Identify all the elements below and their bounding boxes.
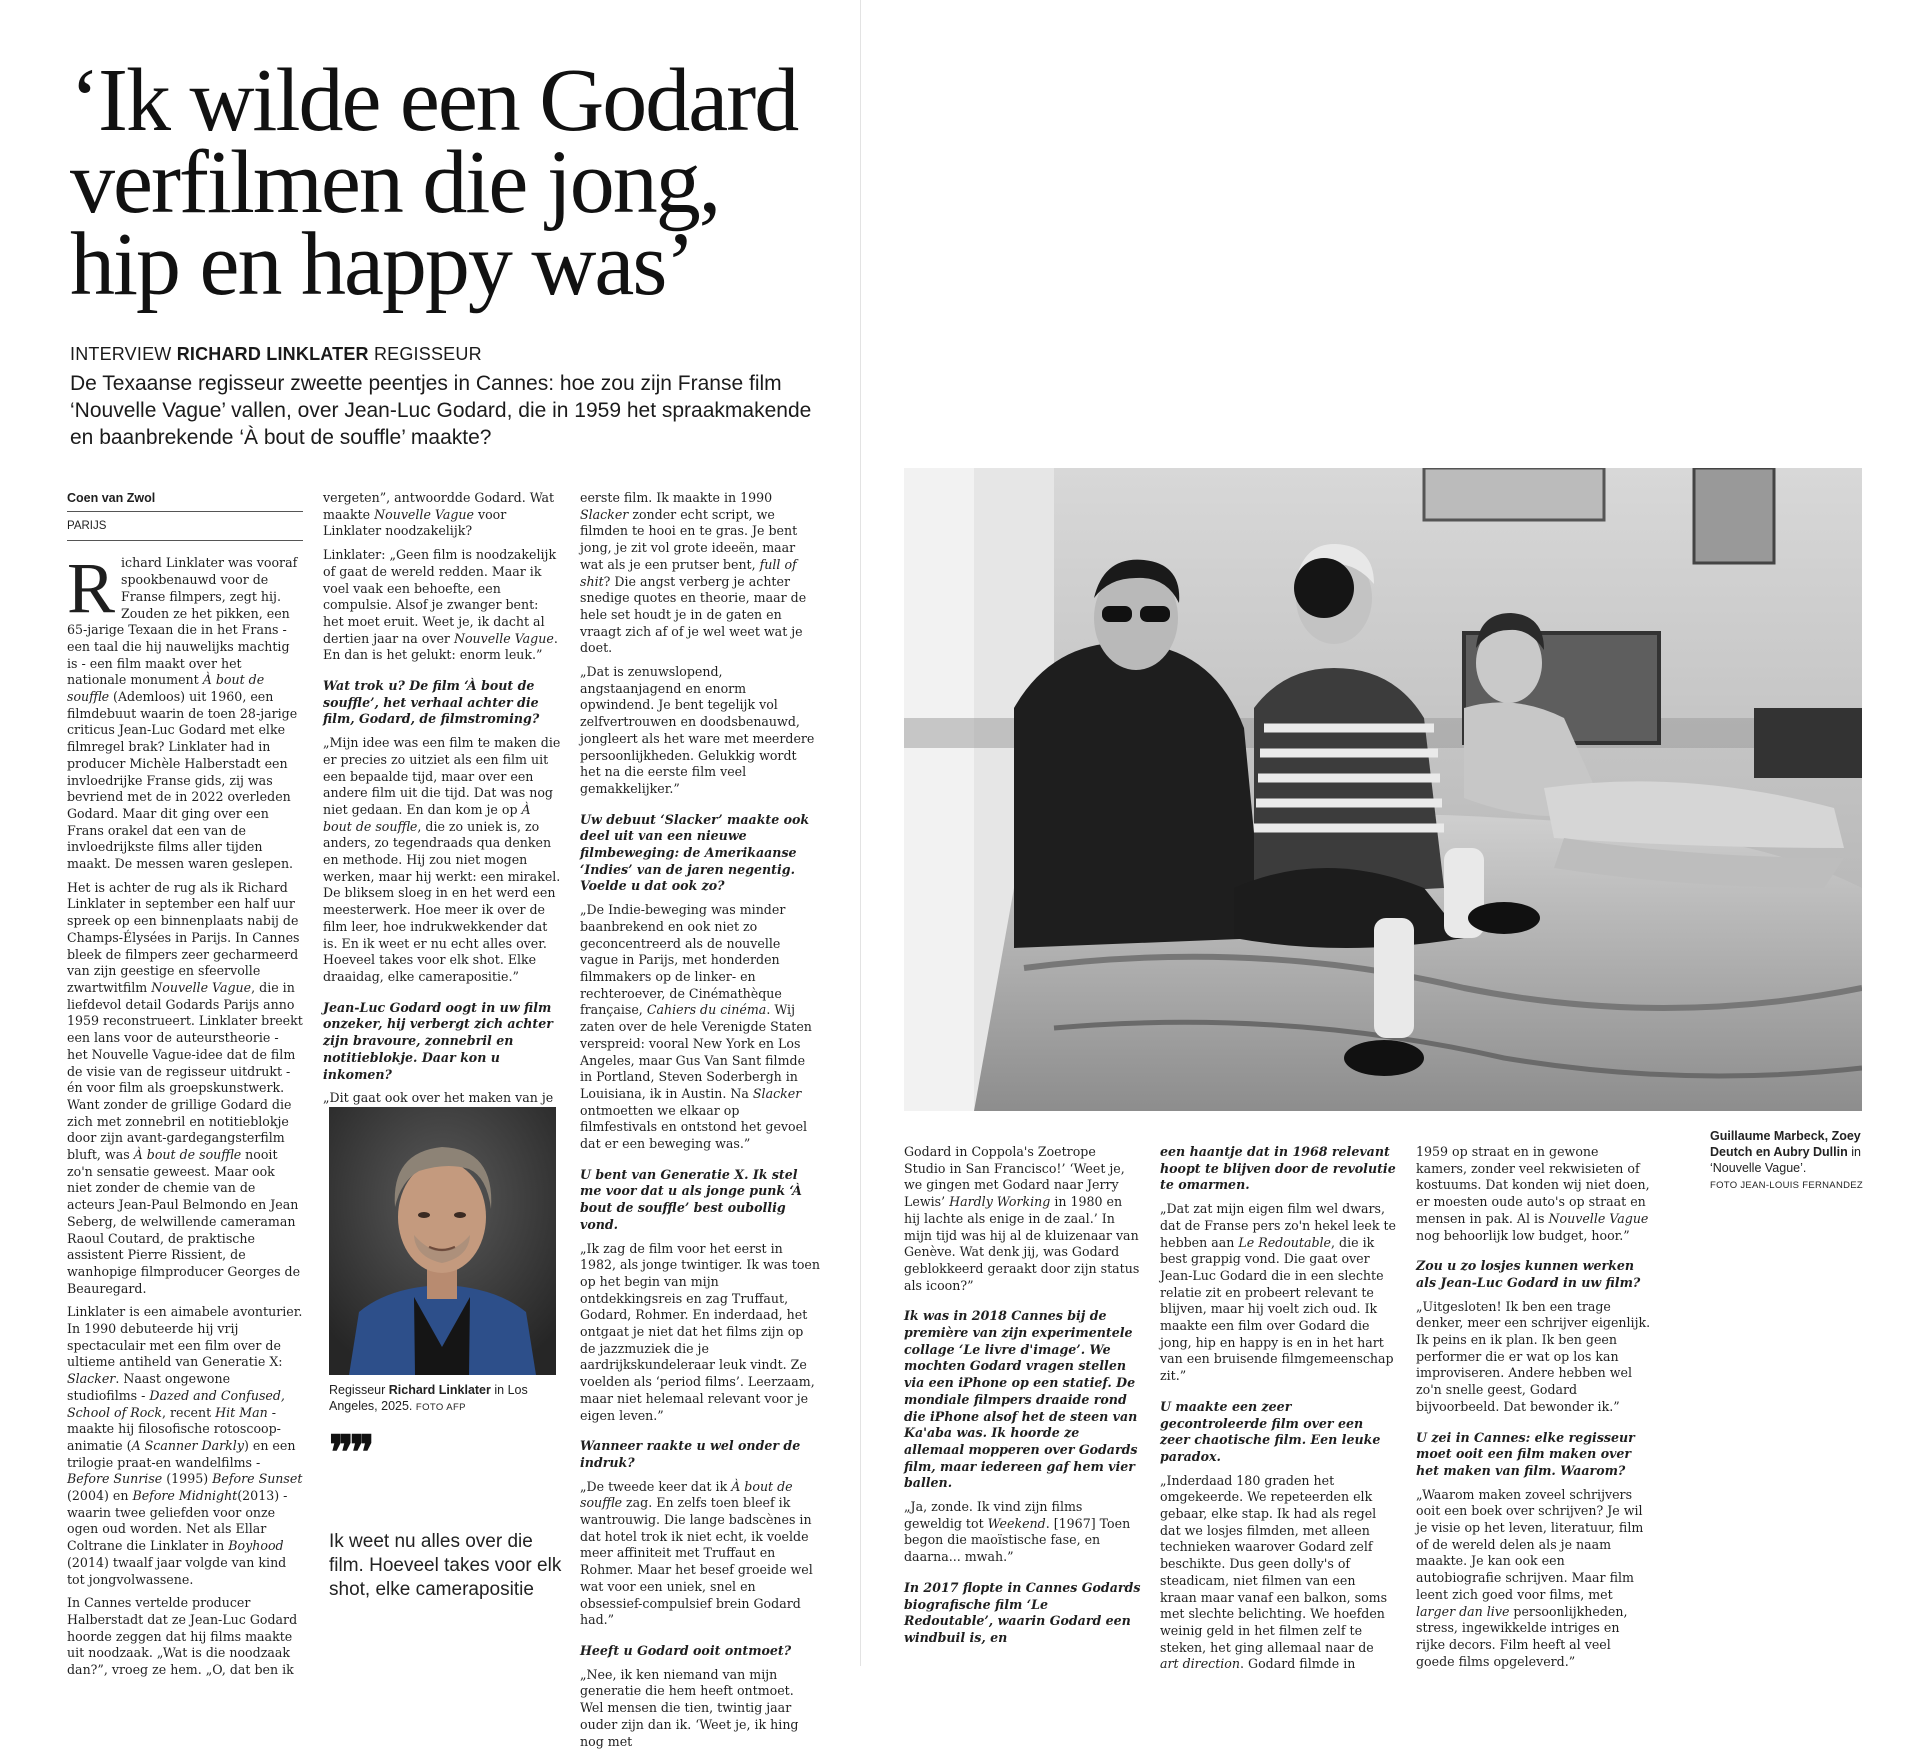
portrait-caption-name: Richard Linklater [388, 1383, 491, 1397]
article-column-6 [1416, 1144, 1652, 1677]
portrait-caption-pre: Regisseur [329, 1383, 386, 1397]
kicker [70, 344, 830, 365]
interview-question: een haantje dat in 1968 relevant hoopt te blijven door de revolutie te omarmen. [1160, 1144, 1396, 1193]
article-paragraph: Linklater is een aimabele avonturier. In 1990 debuteerde hij vrij spectaculair met een film over de ultieme antiheld van Generatie X: Slacker. Naast ongewone studiofilms - Dazed and Confused, School of Rock, recent Hit Man - maakte hij filosofische rotoscoop-animatie (A Scanner Darkly) en een trilogie praat-en wandelfilms - Before Sunrise (1995) Before Sunset (2004) en Before Midnight(2013) - waarin twee geliefden voor onze ogen oud worden. Net als Ellar Coltrane die Linklater in Boyhood (2014) twaalf jaar volgde van kind tot jongvolwassene. [67, 1304, 303, 1587]
kicker-label: INTERVIEW [70, 344, 172, 364]
article-paragraph: 1959 op straat en in gewone kamers, zonder veel rekwisieten of kostuums. Dat konden wij niet doen, er moesten oude auto's op straat en mensen in pak. Al is Nouvelle Vague nog behoorlijk low budget, hoor.” [1416, 1144, 1650, 1243]
article-paragraph: Het is achter de rug als ik Richard Linklater in september een half uur spreek op een binnenplaats nabij de Champs-Élysées in Parijs. In Cannes bleek de filmpers zeer gecharmeerd van zijn geestige en sfeervolle zwartwitfilm Nouvelle Vague, die in liefdevol detail Godards Parijs anno 1959 reconstrueert. Linklater breekt een lans voor de auteurstheorie - het Nouvelle Vague-idee dat de film de visie van de regisseur uitdrukt - én voor film als groepskunstwerk. Want zonder de grillige Godard die zich met zonnebril en notitieblokje door zijn avant-gardegangsterfilm bluft, was À bout de souffle nooit zo'n sensatie geweest. Maar ook niet zonder de chemie van de acteurs Jean-Paul Belmondo en Jean Seberg, de welwillende cameraman Raoul Coutard, de praktische assistent Pierre Rissient, de wanhopige filmproducer Georges de Beauregard. [67, 879, 303, 1296]
interview-question: Wanneer raakte u wel onder de indruk? [580, 1438, 801, 1470]
byline-author: Coen van Zwol [67, 491, 156, 505]
article-column-4 [904, 1144, 1141, 1654]
article-paragraph: „Waarom maken zoveel schrijvers ooit een boek over schrijven? Je wil je visie op het leven, literatuur, film of de wereld delen als je naam maakte. Je kan ook een autobiografie schrijven. Maar film leent zich goed voor films, met larger dan live persoonlijkheden, stress, ingewikkelde intriges en rijke decors. Film heeft al veel goede films opgeleverd.” [1416, 1486, 1644, 1669]
interview-question: U bent van Generatie X. Ik stel me voor dat u als jonge punk ‘À bout de souffle’ best oubollig vond. [580, 1166, 802, 1232]
headline [70, 51, 830, 314]
article-column-5 [1160, 1144, 1396, 1680]
photo-credit: FOTO JEAN-LOUIS FERNANDEZ [1710, 1180, 1864, 1191]
interview-question: Ik was in 2018 Cannes bij de première van zijn experimentele collage ‘Le livre d'image’. We mochten Godard vragen stellen via een iPhone op een statief. De mondiale filmpers draaide rond die iPhone alsof het de steen van Ka'aba was. Ik hoorde ze allemaal mopperen over Godards film, maar iedereen gaf hem vier ballen. [904, 1308, 1138, 1491]
interview-question: Heeft u Godard ooit ontmoet? [580, 1643, 792, 1658]
kicker-name: RICHARD LINKLATER [176, 344, 369, 364]
interview-question: Wat trok u? De film ‘À bout de souffle’, het verhaal achter die film, Godard, de filmstroming? [323, 678, 540, 727]
article-paragraph: „Inderdaad 180 graden het omgekeerde. We repeteerden elk gebaar, elke stap. Ik had als regel dat we losjes filmden, met alleen technieken waarover Godard zelf beschikte. Dus geen dolly's of steadicam, niet filmen van een kraan maar vanaf een balkon, soms met slechte belichting. We hoefden weinig geld in het filmen zelf te steken, het ging allemaal naar de art direction. Godard filmde in [1160, 1472, 1388, 1672]
byline-rule [67, 511, 303, 512]
article-paragraph: eerste film. Ik maakte in 1990 Slacker zonder echt script, we filmden te hooi en te gras. Je bent jong, je zit vol grote ideeën, maar wat als je een prutser bent, full of shit? Die angst verberg je achter snedige quotes en theorie, maar de hele set houdt je in de gaten en vraagt zich af of je wel weet wat je doet. [580, 490, 807, 656]
photo-caption [1710, 1128, 1870, 1194]
article-column-2 [323, 490, 561, 1114]
dropcap: R [67, 548, 116, 629]
film-still-illustration [904, 468, 1862, 1111]
interview-question: Zou u zo losjes kunnen werken als Jean-Luc Godard in uw film? [1416, 1258, 1641, 1290]
kicker-role: REGISSEUR [373, 344, 482, 364]
portrait-caption-post: in Los Angeles, 2025. [329, 1383, 528, 1413]
interview-question: U maakte een zeer gecontroleerde film over een zeer chaotische film. Een leuke paradox. [1160, 1398, 1381, 1464]
article-paragraph: In Cannes vertelde producer Halberstadt dat ze Jean-Luc Godard hoorde zeggen dat hij films maakte uit noodzaak. „Wat is die noodzaak dan?”, vroeg ze hem. „O, dat ben ik [67, 1595, 298, 1678]
byline-dateline: PARIJS [67, 519, 107, 532]
article-paragraph: „Ja, zonde. Ik vind zijn films geweldig tot Weekend. [1967] Toen begon die maoïstische fase, en daarna... mwah.” [904, 1499, 1131, 1565]
article-column-3 [580, 490, 820, 1757]
interview-question: U zei in Cannes: elke regisseur moet ooit een film maken over het maken van film. Waarom? [1416, 1429, 1635, 1478]
page-divider [860, 0, 861, 1666]
article-paragraph: vergeten”, antwoordde Godard. Wat maakte Nouvelle Vague voor Linklater noodzakelijk? [323, 490, 555, 539]
article-paragraph: „Dit gaat ook over het maken van je [323, 1090, 554, 1106]
article-paragraph: Godard in Coppola's Zoetrope Studio in San Francisco!’ ‘Weet je, we gingen met Godard naar Jerry Lewis’ Hardly Working in 1980 en hij lachte als enige in de zaal.’ In mijn tijd was hij al de kluizenaar van Genève. Wat denk jij, was Godard geblokkeerd geraakt door zijn status als icoon?” [904, 1144, 1140, 1293]
photo-caption-names: Guillaume Marbeck, Zoey Deutch en Aubry Dullin [1710, 1129, 1861, 1159]
film-still-photo [904, 468, 1862, 1111]
article-paragraph: „Nee, ik ken niemand van mijn generatie die hem heeft ontmoet. Wel mensen die tien, twintig jaar ouder zijn dan ik. ‘Weet je, ik hing nog met [580, 1666, 799, 1749]
intro: De Texaanse regisseur zweette peentjes in Cannes: hoe zou zijn Franse film ‘Nouvelle Vague’ vallen, over Jean-Luc Godard, die in 1959 het spraakmakende en baanbrekende ‘À bout de souffle’ maakte? [70, 372, 812, 449]
article-paragraph: „Dat zat mijn eigen film wel dwars, dat de Franse pers zo'n hekel leek te hebben aan Le Redoutable, die ik best grappig vond. Die gaat over Jean-Luc Godard die in een slechte relatie zit en probeert relevant te blijven, maar hij voelt zich oud. Ik maakte een film over Godard die jong, hip en happy is en in het hart van een bruisende filmgemeenschap zit.” [1160, 1201, 1397, 1384]
dateline-rule [67, 540, 303, 541]
interview-question: Jean-Luc Godard oogt in uw film onzeker, hij verbergt zich achter zijn bravoure, zonnebril en notitieblokje. Daar kon u inkomen? [323, 999, 553, 1082]
article-paragraph: „Dat is zenuwslopend, angstaanjagend en enorm opwindend. Je bent tegelijk vol zelfvertrouwen en doodsbenauwd, jongleert als het ware met meerdere persoonlijkheden. Gelukkig wordt het na die eerste film veel gemakkelijker.” [580, 664, 815, 796]
article-paragraph: „Ik zag de film voor het eerst in 1982, als jonge twintiger. Ik was toen op het begin van mijn ontdekkingsreis en zag Truffaut, Godard, Rohmer. En inderdaad, het ontgaat je niet dat het films zijn op de jazzmuziek die je aardrijkskundeleraar leuk vindt. Ze voelden als ‘period films’. Leerzaam, maar niet helemaal relevant voor je eigen leven.” [580, 1240, 820, 1423]
article-paragraph: „Mijn idee was een film te maken die er precies zo uitziet als een film uit een bepaalde tijd, maar over een andere film uit die tijd. Dat was nog niet gedaan. En dan kom je op À bout de souffle, die zo uniek is, zo anders, zo tegendraads qua denken en methode. Hij zou niet mogen werken, maar hij werkt: een mirakel. De bliksem sloeg in en het werd een meesterwerk. Hoe meer ik over de film leer, hoe indrukwekkender dat is. En ik weet er nu echt alles over. Hoeveel takes voor elk shot. Elke draaidag, elke camerapositie.” [323, 735, 561, 984]
article-paragraph: Richard Linklater was vooraf spookbenauwd voor de Franse filmpers, zegt hij. Zouden ze het pikken, een 65-jarige Texaan die in het Frans - een taal die hij nauwelijks machtig is - een film maakt over het nationale monument À bout de souffle (Ademloos) uit 1960, een filmdebuut waarin de toen 28-jarige criticus Jean-Luc Godard met elke filmregel brak? Linklater had in producer Michèle Halberstadt een invloedrijke Franse gids, zij was bevriend met de in 2022 overleden Godard. Maar dit ging over een Frans orakel dat een van de invloedrijkste films aller tijden maakt. De messen waren geslepen. [67, 548, 298, 872]
article-column-1 [67, 490, 303, 1686]
quote-mark-icon: ❞❞ [329, 1426, 371, 1478]
portrait-credit: FOTO AFP [415, 1402, 466, 1413]
pull-quote: Ik weet nu alles over die film. Hoeveel takes voor elk shot, elke camerapositie [329, 1531, 562, 1600]
headline-line-1: ‘Ik wilde een Godard [70, 51, 798, 150]
portrait-illustration [329, 1107, 556, 1375]
article-paragraph: „De Indie-beweging was minder baanbrekend en ook niet zo geconcentreerd als de nouvelle vague in Parijs, met honderden filmmakers op de linker- en rechteroever, de Cinémathèque française, Cahiers du cinéma. Wij zaten over de hele Verenigde Staten verspreid: vooral New York en Los Angeles, maar Gus Van Sant filmde in Portland, Steven Soderbergh in Louisiana, ik in Austin. Na Slacker ontmoetten we elkaar op filmfestivals en ontstond het gevoel dat er een beweging was.” [580, 902, 812, 1152]
interview-question: In 2017 flopte in Cannes Godards biografische film ‘Le Redoutable’, waarin Godard een windbuil is, en [904, 1579, 1141, 1645]
headline-line-3: hip en happy was’ [70, 215, 694, 314]
interview-question: Uw debuut ‘Slacker’ maakte ook deel uit van een nieuwe filmbeweging: de Amerikaanse ‘Indies’ van de jaren negentig. Voelde u dat ook zo? [580, 811, 810, 894]
article-paragraph: Linklater: „Geen film is noodzakelijk of gaat de wereld redden. Maar ik voel vaak een behoefte, een compulsie. Alsof je zwanger bent: het moet eruit. Weet je, ik dacht al dertien jaar na over Nouvelle Vague. En dan is het gelukt: enorm leuk.” [323, 547, 558, 663]
photo-caption-post: in ‘Nouvelle Vague’. [1710, 1145, 1861, 1175]
headline-line-2: verfilmen die jong, [70, 133, 720, 232]
portrait-photo [329, 1107, 556, 1375]
article-paragraph: „Uitgesloten! Ik ben een trage denker, meer een schrijver eigenlijk. Ik peins en ik plan. Ik ben geen performer die er wat op los kan improviseren. Andere hebben wel zo'n snelle geest, Godard bijvoorbeeld. Dat bewonder ik.” [1416, 1298, 1651, 1414]
portrait-caption [329, 1382, 561, 1416]
article-paragraph: „De tweede keer dat ik À bout de souffle zag. En zelfs toen bleef ik wantrouwig. Die lange badscènes in dat hotel trok ik niet echt, ik voelde meer affiniteit met Truffaut en Rohmer. Maar het besef groeide wel wat voor een uniek, snel en obsessief-compulsief brein Godard had.” [580, 1478, 813, 1628]
